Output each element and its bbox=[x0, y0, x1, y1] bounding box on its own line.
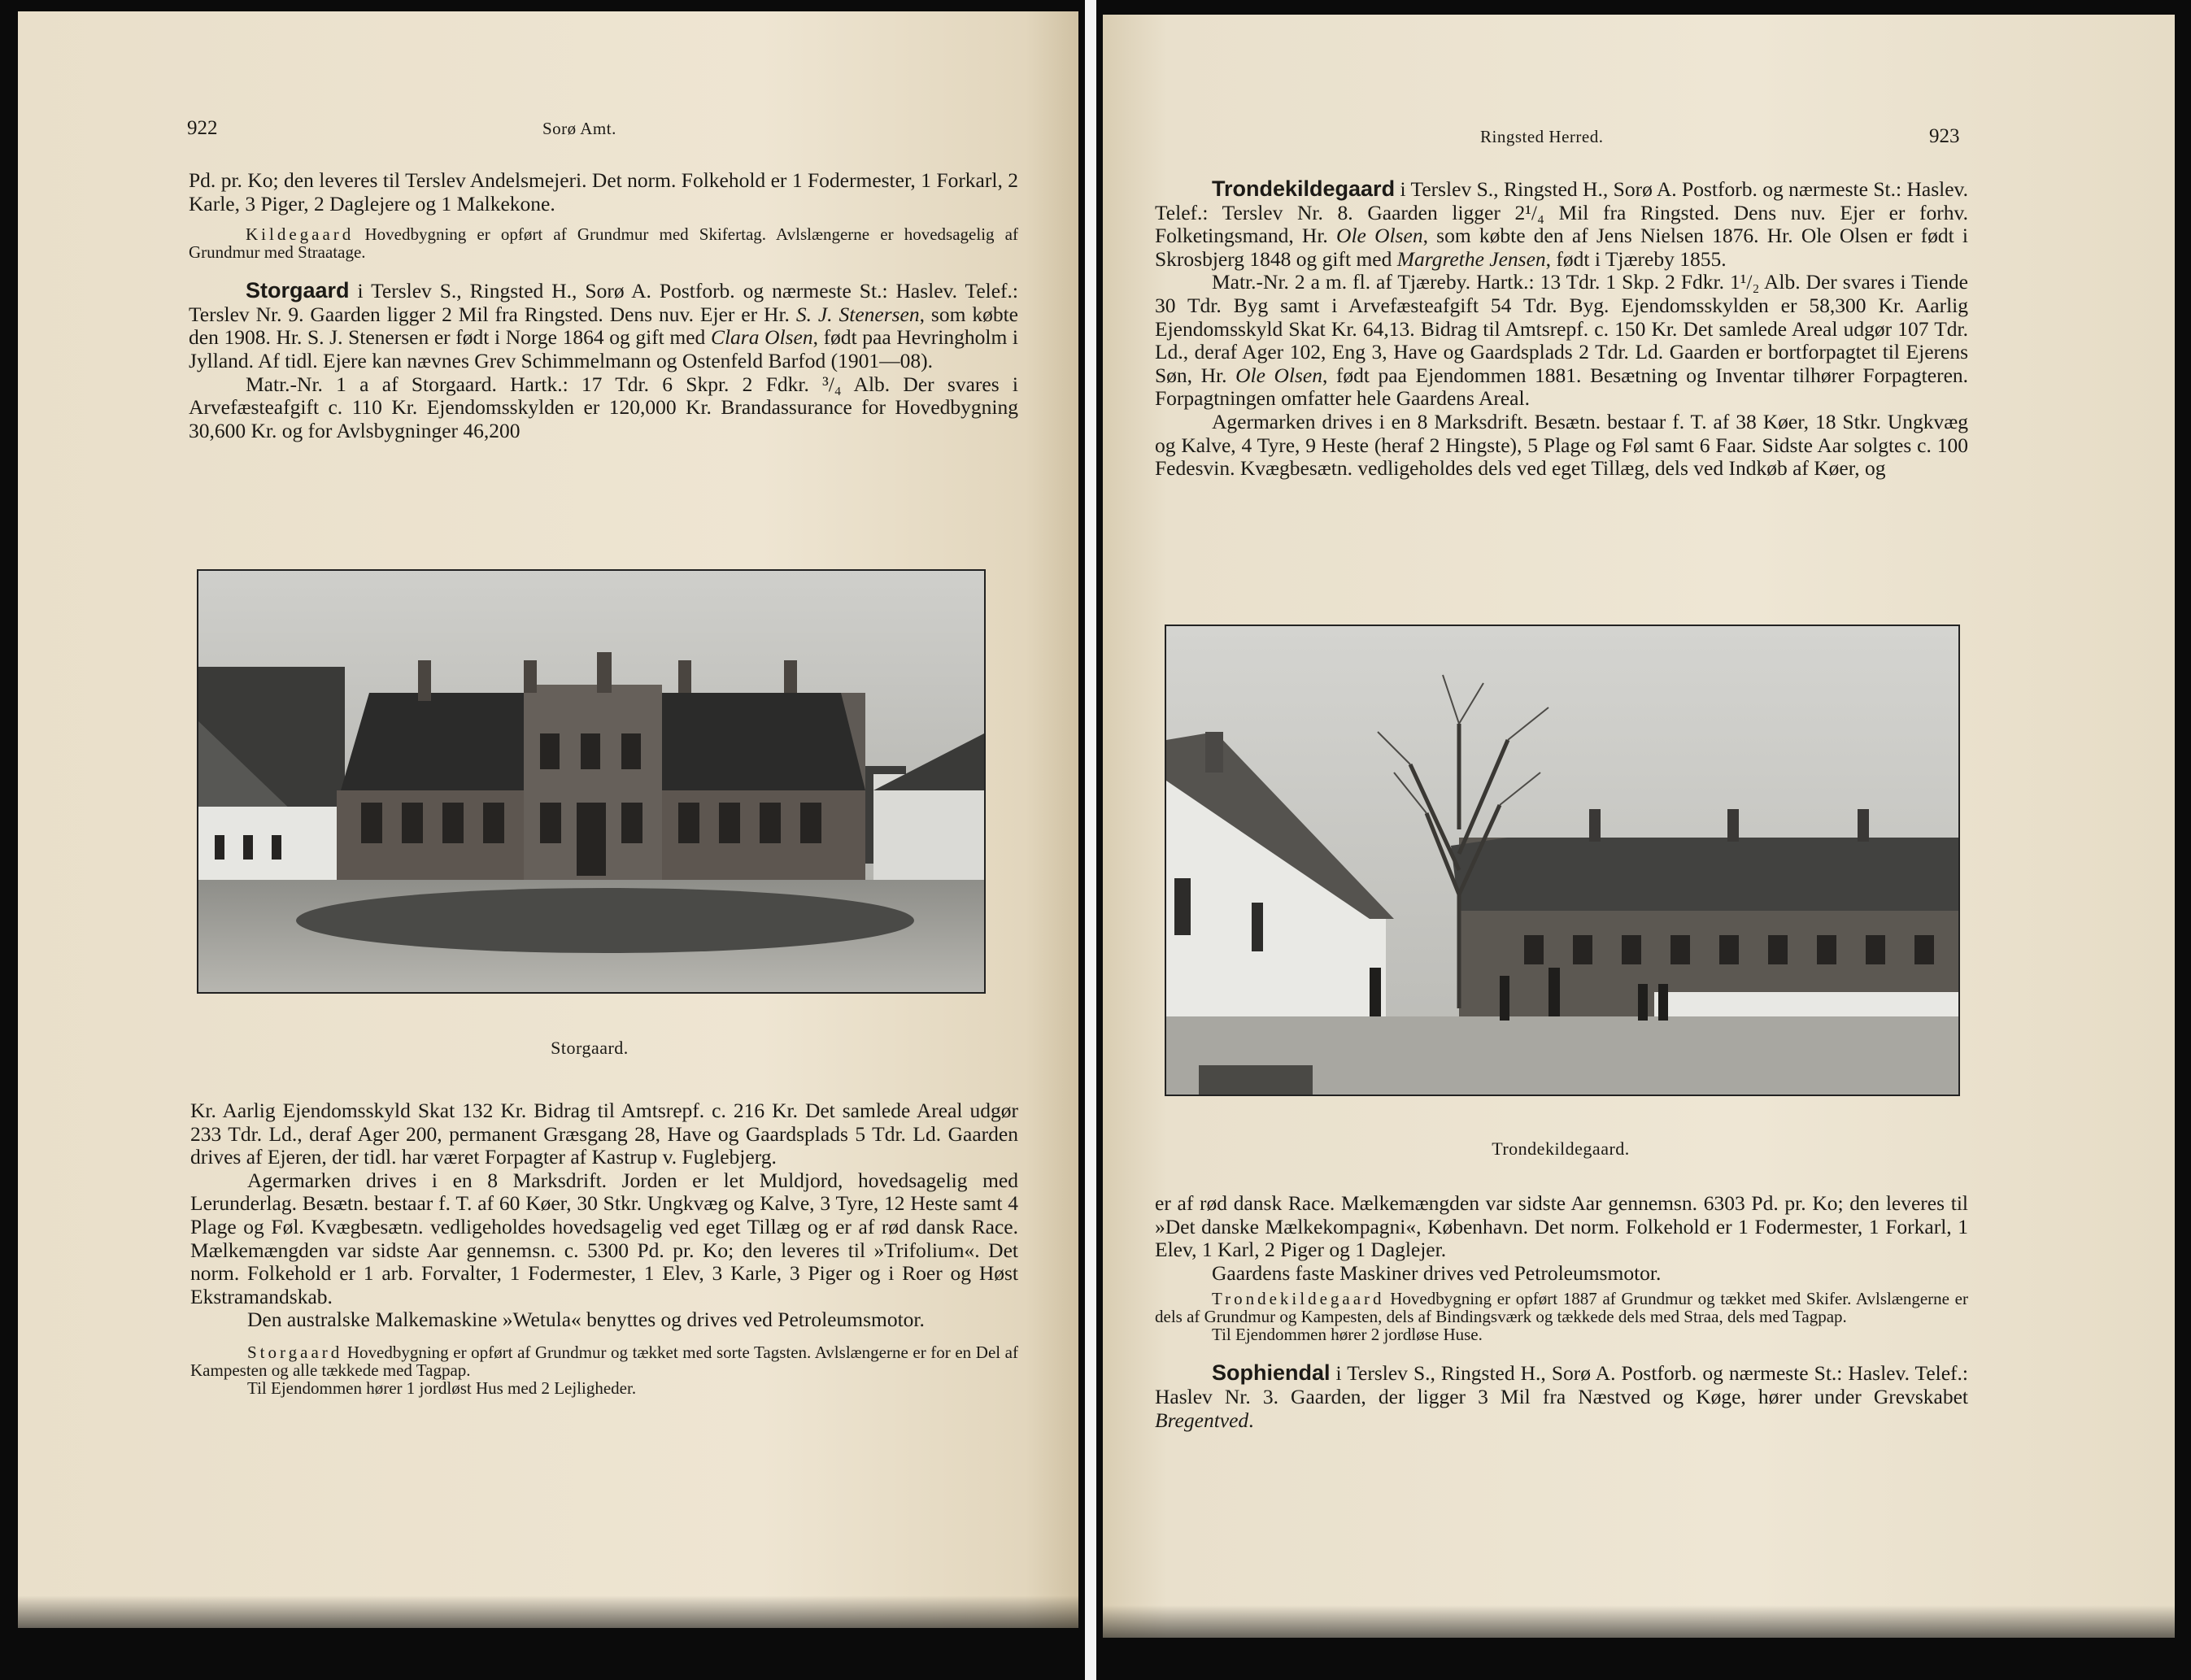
paragraph: Gaardens faste Maskiner drives ved Petroleumsmotor. bbox=[1212, 1260, 1662, 1285]
building-note: Storgaard Hovedbygning er opført af Grundmur og tækket med sorte Tagsten. Avlslængerne er for en Del af Kampesten og alle tækkede med Tagpap. bbox=[190, 1342, 1018, 1380]
page-number: 923 bbox=[1929, 125, 1960, 147]
photo-storgaard bbox=[197, 569, 986, 994]
text-block-bottom bbox=[190, 1099, 1018, 1397]
right-page bbox=[1103, 15, 2175, 1638]
paragraph: Pd. pr. Ko; den leveres til Terslev Andelsmejeri. Det norm. Folkehold er 1 Fodermester, 1 Forkarl, 2 Karle, 3 Piger, 2 Daglejere og 1 Malkekone. bbox=[189, 168, 1018, 215]
running-head: Ringsted Herred. bbox=[1480, 127, 1604, 146]
entry-trondekildegaard: Trondekildegaard i Terslev S., Ringsted H., Sorø A. Postforb. og nærmeste St.: Haslev. Telef.: Terslev Nr. 8. Gaarden ligger 2¹/₄ Mil fra Ringsted. Dens nuv. Ejer er forhv. Folketingsmand, Hr. Ole Olsen, som købte den af Jens Nielsen 1876. Hr. Ole Olsen er født i Skrosbjerg 1848 og gift med Margrethe Jensen, født i Tjæreby 1855. bbox=[1155, 176, 1968, 271]
entry-title: Trondekildegaard bbox=[1212, 176, 1396, 201]
entry-title: Storgaard bbox=[246, 278, 350, 303]
gutter-strip bbox=[1085, 0, 1096, 1680]
page-number: 922 bbox=[187, 117, 218, 139]
page-shadow bbox=[18, 1595, 1078, 1628]
building-note: Til Ejendommen hører 1 jordløst Hus med 2 Lejligheder. bbox=[247, 1378, 637, 1398]
text-block-bottom bbox=[1155, 1192, 1968, 1432]
paragraph: Agermarken drives i en 8 Marksdrift. Besætn. bestaar f. T. af 38 Køer, 18 Stkr. Ungkvæg og Kalve, 4 Tyre, 9 Heste (heraf 2 Hingste), 5 Plage og Føl samt 6 Faar. Sidste Aar solgtes c. 100 Fedesvin. Kvægbesætn. vedligeholdes dels ved eget Tillæg, dels ved Indkøb af Køer, og bbox=[1155, 409, 1968, 481]
entry-title: Sophiendal bbox=[1212, 1360, 1331, 1386]
building-note: Trondekildegaard Hovedbygning er opført 1887 af Grundmur og tækket med Skifer. Avlslængerne er dels af Grundmur og Kampesten, dels af Bindingsværk og tækkede dels med Straa, dels med Tagpap. bbox=[1155, 1289, 1968, 1327]
left-page bbox=[18, 11, 1078, 1628]
paragraph: Kr. Aarlig Ejendomsskyld Skat 132 Kr. Bidrag til Amtsrepf. c. 216 Kr. Det samlede Areal udgør 233 Tdr. Ld., deraf Ager 200, permanent Græsgang 28, Have og Gaardsplads 5 Tdr. Ld. Gaarden drives af Ejeren, der tidl. har været Forpagter af Kastrup v. Fuglebjerg. bbox=[190, 1099, 1018, 1169]
building-note: Til Ejendommen hører 2 jordløse Huse. bbox=[1212, 1325, 1483, 1345]
paragraph: Matr.-Nr. 2 a m. fl. af Tjæreby. Hartk.: 13 Tdr. 1 Skp. 2 Fdkr. 1¹/₂ Alb. Der svares i Tiende 30 Tdr. Byg samt i Arvefæsteafgift 54 Tdr. Byg. Ejendomsskylden er 58,300 Kr. Aarlig Ejendomsskyld Skat Kr. 64,13. Bidrag til Amtsrepf. c. 150 Kr. Det samlede Areal udgør 107 Tdr. Ld., deraf Ager 102, Eng 3, Have og Gaardsplads 2 Tdr. Ld. Gaarden er bortforpagtet til Ejerens Søn, Hr. Ole Olsen, født paa Ejendommen 1881. Besætning og Inventar tilhører Forpagteren. Forpagtningen omfatter hele Gaardens Areal. bbox=[1155, 270, 1969, 411]
running-head: Sorø Amt. bbox=[542, 119, 616, 138]
text-block-top bbox=[189, 169, 1018, 442]
paragraph: Agermarken drives i en 8 Marksdrift. Jorden er let Muldjord, hovedsagelig med Lerunderlag. Besætn. bestaar f. T. af 60 Køer, 30 Stkr. Ungkvæg og Kalve, 3 Tyre, 12 Heste samt 4 Plage og Føl. Kvægbesætn. vedligeholdes hovedsagelig ved eget Tillæg og er af rød dansk Race. Mælkemængden var sidste Aar gennemsn. c. 5300 Pd. pr. Ko; den leveres til »Trifolium«. Det norm. Folkehold er 1 arb. Forvalter, 1 Fodermester, 1 Elev, 3 Karle, 3 Piger og i Roer og Høst Ekstramandskab. bbox=[190, 1168, 1018, 1308]
text-block-top bbox=[1155, 177, 1968, 481]
photo-caption: Storgaard. bbox=[551, 1038, 629, 1058]
entry-sophiendal: Sophiendal i Terslev S., Ringsted H., Sorø A. Postforb. og nærmeste St.: Haslev. Telef.: Haslev Nr. 3. Gaarden, der ligger 3 Mil fra Næstved og Køge, hører under Grevskabet Bregentved. bbox=[1155, 1360, 1968, 1432]
photo-caption: Trondekildegaard. bbox=[1492, 1138, 1630, 1159]
paragraph: Matr.-Nr. 1 a af Storgaard. Hartk.: 17 Tdr. 6 Skpr. 2 Fdkr. ³/₄ Alb. Der svares i Arvefæsteafgift c. 110 Kr. Ejendomsskylden er 120,000 Kr. Brandassurance for Hovedbygning 30,600 Kr. og for Avlsbygninger 46,200 bbox=[189, 372, 1018, 442]
page-shadow bbox=[1103, 1605, 2175, 1638]
entry-storgaard: Storgaard i Terslev S., Ringsted H., Sorø A. Postforb. og nærmeste St.: Haslev. Telef.: Terslev Nr. 9. Gaarden ligger 2 Mil fra Ringsted. Dens nuv. Ejer er Hr. S. J. Stenersen, som købte den 1908. Hr. S. J. Stenersen er født i Norge 1864 og gift med Clara Olsen, født paa Hevringholm i Jylland. Af tidl. Ejere kan nævnes Grev Schimmelmann og Ostenfeld Barfod (1901—08). bbox=[189, 278, 1018, 372]
paragraph: Den australske Malkemaskine »Wetula« benyttes og drives ved Petroleumsmotor. bbox=[247, 1308, 925, 1332]
paragraph: er af rød dansk Race. Mælkemængden var sidste Aar gennemsn. 6303 Pd. pr. Ko; den leveres til »Det danske Mælkekompagni«, København. Det norm. Folkehold er 1 Fodermester, 1 Forkarl, 1 Elev, 1 Karl, 2 Piger og 1 Daglejer. bbox=[1155, 1191, 1968, 1262]
photo-trondekildegaard bbox=[1165, 625, 1960, 1096]
building-note: Kildegaard Hovedbygning er opført af Grundmur med Skifertag. Avlslængerne er hovedsagelig af Grundmur med Straatage. bbox=[189, 224, 1018, 263]
